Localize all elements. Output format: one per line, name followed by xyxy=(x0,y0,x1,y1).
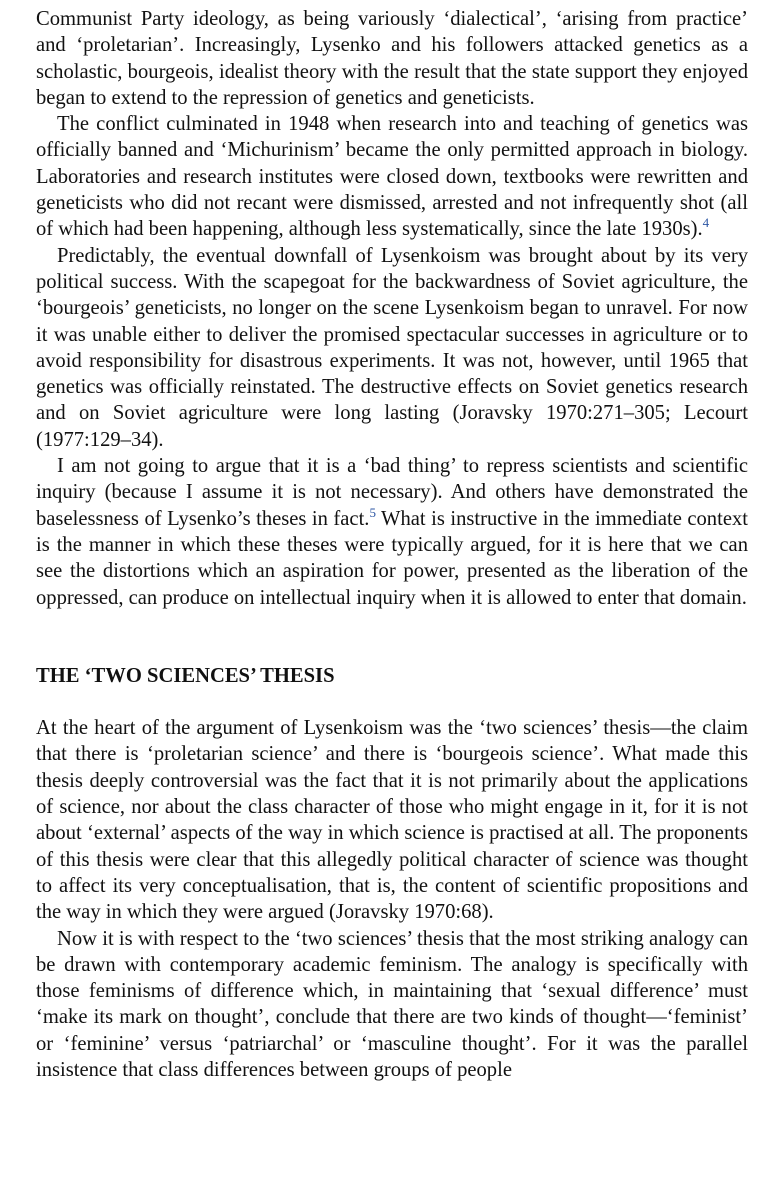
paragraph-text-after-note: What is instructive in the immediate context is the manner in which these theses were typically argued, for it is here that we can see the distortions which an aspiration for power, presented as the liberation of the oppressed, can produce on intellectual inquiry when it is allowed to enter that domain. xyxy=(36,507,748,609)
footnote-ref-4[interactable]: 4 xyxy=(702,215,710,231)
footnote-ref-5[interactable]: 5 xyxy=(369,504,376,520)
paragraph-downfall: Predictably, the eventual downfall of Lysenkoism was brought about by its very political success. With the scapegoat for the backwardness of Soviet agriculture, the ‘bourgeois’ geneticists, no longer on the scene Lysenkoism began to unravel. For now it was unable either to deliver the promised spectacular successes in agriculture or to avoid responsibility for disastrous experiments. It was not, however, until 1965 that genetics was officially reinstated. The destructive effects on Soviet genetics research and on Soviet agriculture were long lasting (Joravsky 1970:271–305; Lecourt (1977:129–34). xyxy=(36,244,748,451)
paragraph-feminism-analogy: Now it is with respect to the ‘two sciences’ thesis that the most striking analogy can be drawn with contemporary academic feminism. The analogy is specifically with those feminisms of difference which, in maintaining that ‘sexual difference’ must ‘make its mark on thought’, conclude that there are two kinds of thought—‘feminist’ or ‘feminine’ versus ‘patriarchal’ or ‘masculine thought’. For it was the parallel insistence that class differences between groups of people xyxy=(36,927,748,1081)
book-page xyxy=(36,6,748,1083)
paragraph-text-before-note: I am not going to argue that it is a ‘bad thing’ to repress scientists and scientific inquiry (because I assume it is not necessary). And others have demonstrated the baselessness of Lysenko’s theses in fact. xyxy=(36,455,748,530)
paragraph-conflict-1948 xyxy=(36,111,748,242)
section-heading: THE ‘TWO SCIENCES’ THESIS xyxy=(36,664,335,687)
paragraph-two-sciences: At the heart of the argument of Lysenkoism was the ‘two sciences’ thesis—the claim that there is ‘proletarian science’ and there is ‘bourgeois science’. What made this thesis deeply controversial was the fact that it is not primarily about the applications of science, nor about the class character of those who might engage in it, for it is not about ‘external’ aspects of the way in which science is practised at all. The proponents of this thesis were clear that this allegedly political character of science was thought to affect its very conceptualisation, that is, the content of scientific propositions and the way in which they were argued (Joravsky 1970:68). xyxy=(36,717,748,924)
paragraph-argument xyxy=(36,453,748,611)
paragraph-continued: Communist Party ideology, as being variously ‘dialectical’, ‘arising from practice’ and ‘proletarian’. Increasingly, Lysenko and his followers attacked genetics as a scholastic, bourgeois, idealist theory with the result that the state support they enjoyed began to extend to the repression of genetics and geneticists. xyxy=(36,8,748,109)
paragraph-text: The conflict culminated in 1948 when research into and teaching of genetics was officially banned and ‘Michurinism’ became the only permitted approach in biology. Laboratories and research institutes were closed down, textbooks were rewritten and geneticists who did not recant were dismissed, arrested and not infrequently shot (all of which had been happening, although less systematically, since the late 1930s). xyxy=(36,113,748,241)
